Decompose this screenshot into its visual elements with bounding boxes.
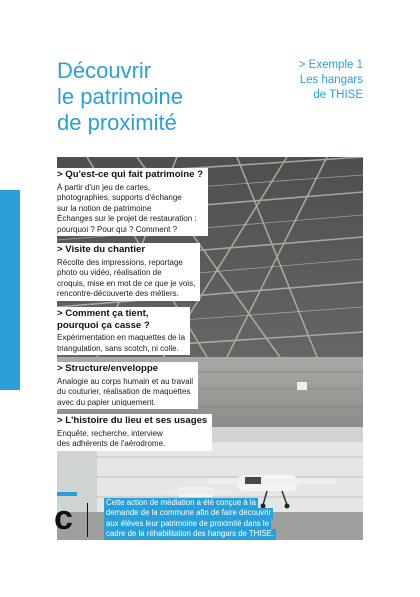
title-line: Découvrir — [57, 58, 152, 83]
section-body: Analogie au corps humain et au travail du couturier, réalisation de maquettes avec du papier uniquement. — [57, 376, 194, 407]
note-line: demande de la commune afin de faire découvrir — [106, 508, 272, 518]
side-strip — [0, 190, 20, 568]
example-line: > Exemple 1 — [298, 59, 363, 71]
section-body: Récolte des impressions, reportage photo ou vidéo, réalisation de croquis, mise en mot de ce que je vois, rencontre-découverte des métiers. — [57, 257, 196, 298]
section-heading: > Visite du chantier — [57, 244, 146, 255]
section-structure — [57, 362, 198, 409]
example-line: de THISE — [313, 89, 363, 101]
section-heading: > Qu'est-ce qui fait patrimoine ? — [57, 169, 203, 180]
section-heading: > Structure/enveloppe — [57, 363, 159, 374]
section-heading: > L'histoire du lieu et ses usages — [57, 415, 208, 426]
title-line: de proximité — [57, 110, 177, 135]
example-line: Les hangars — [299, 74, 363, 86]
title-line: le patrimoine — [57, 84, 183, 109]
section-body: À partir d'un jeu de cartes, photographies, supports d'échange sur la notion de patrimoine Échanges sur le projet de restauration : pourquoi ? Pour qui ? Comment ? — [57, 182, 197, 234]
note-line: Cette action de médiation a été conçue à la — [106, 498, 256, 507]
accent-bar — [57, 492, 77, 496]
note-line: cadre de la réhabilitation des hangars de THISE. — [106, 529, 275, 539]
section-body: Expérimentation en maquettes de la triangulation, sans scotch, ni colle. — [57, 333, 186, 353]
section-heading: > Comment ça tient, pourquoi ça casse ? — [57, 308, 150, 331]
section-visite — [57, 243, 200, 301]
section-histoire — [57, 414, 212, 451]
note-line: aux élèves leur patrimoine de proximité dans le — [106, 518, 269, 528]
chapter-letter: c — [54, 499, 73, 537]
example-label — [299, 58, 363, 103]
page-title — [57, 58, 183, 136]
info-note — [104, 498, 364, 540]
chapter-divider — [87, 503, 88, 537]
section-patrimoine — [57, 168, 208, 236]
side-label: SENSIBILISATION À L'ESPACE CONSTRUIT — [5, 392, 15, 568]
section-comment — [57, 307, 190, 355]
section-body: Enquête, recherche, interview des adhérents de l'aérodrome. — [57, 428, 166, 448]
